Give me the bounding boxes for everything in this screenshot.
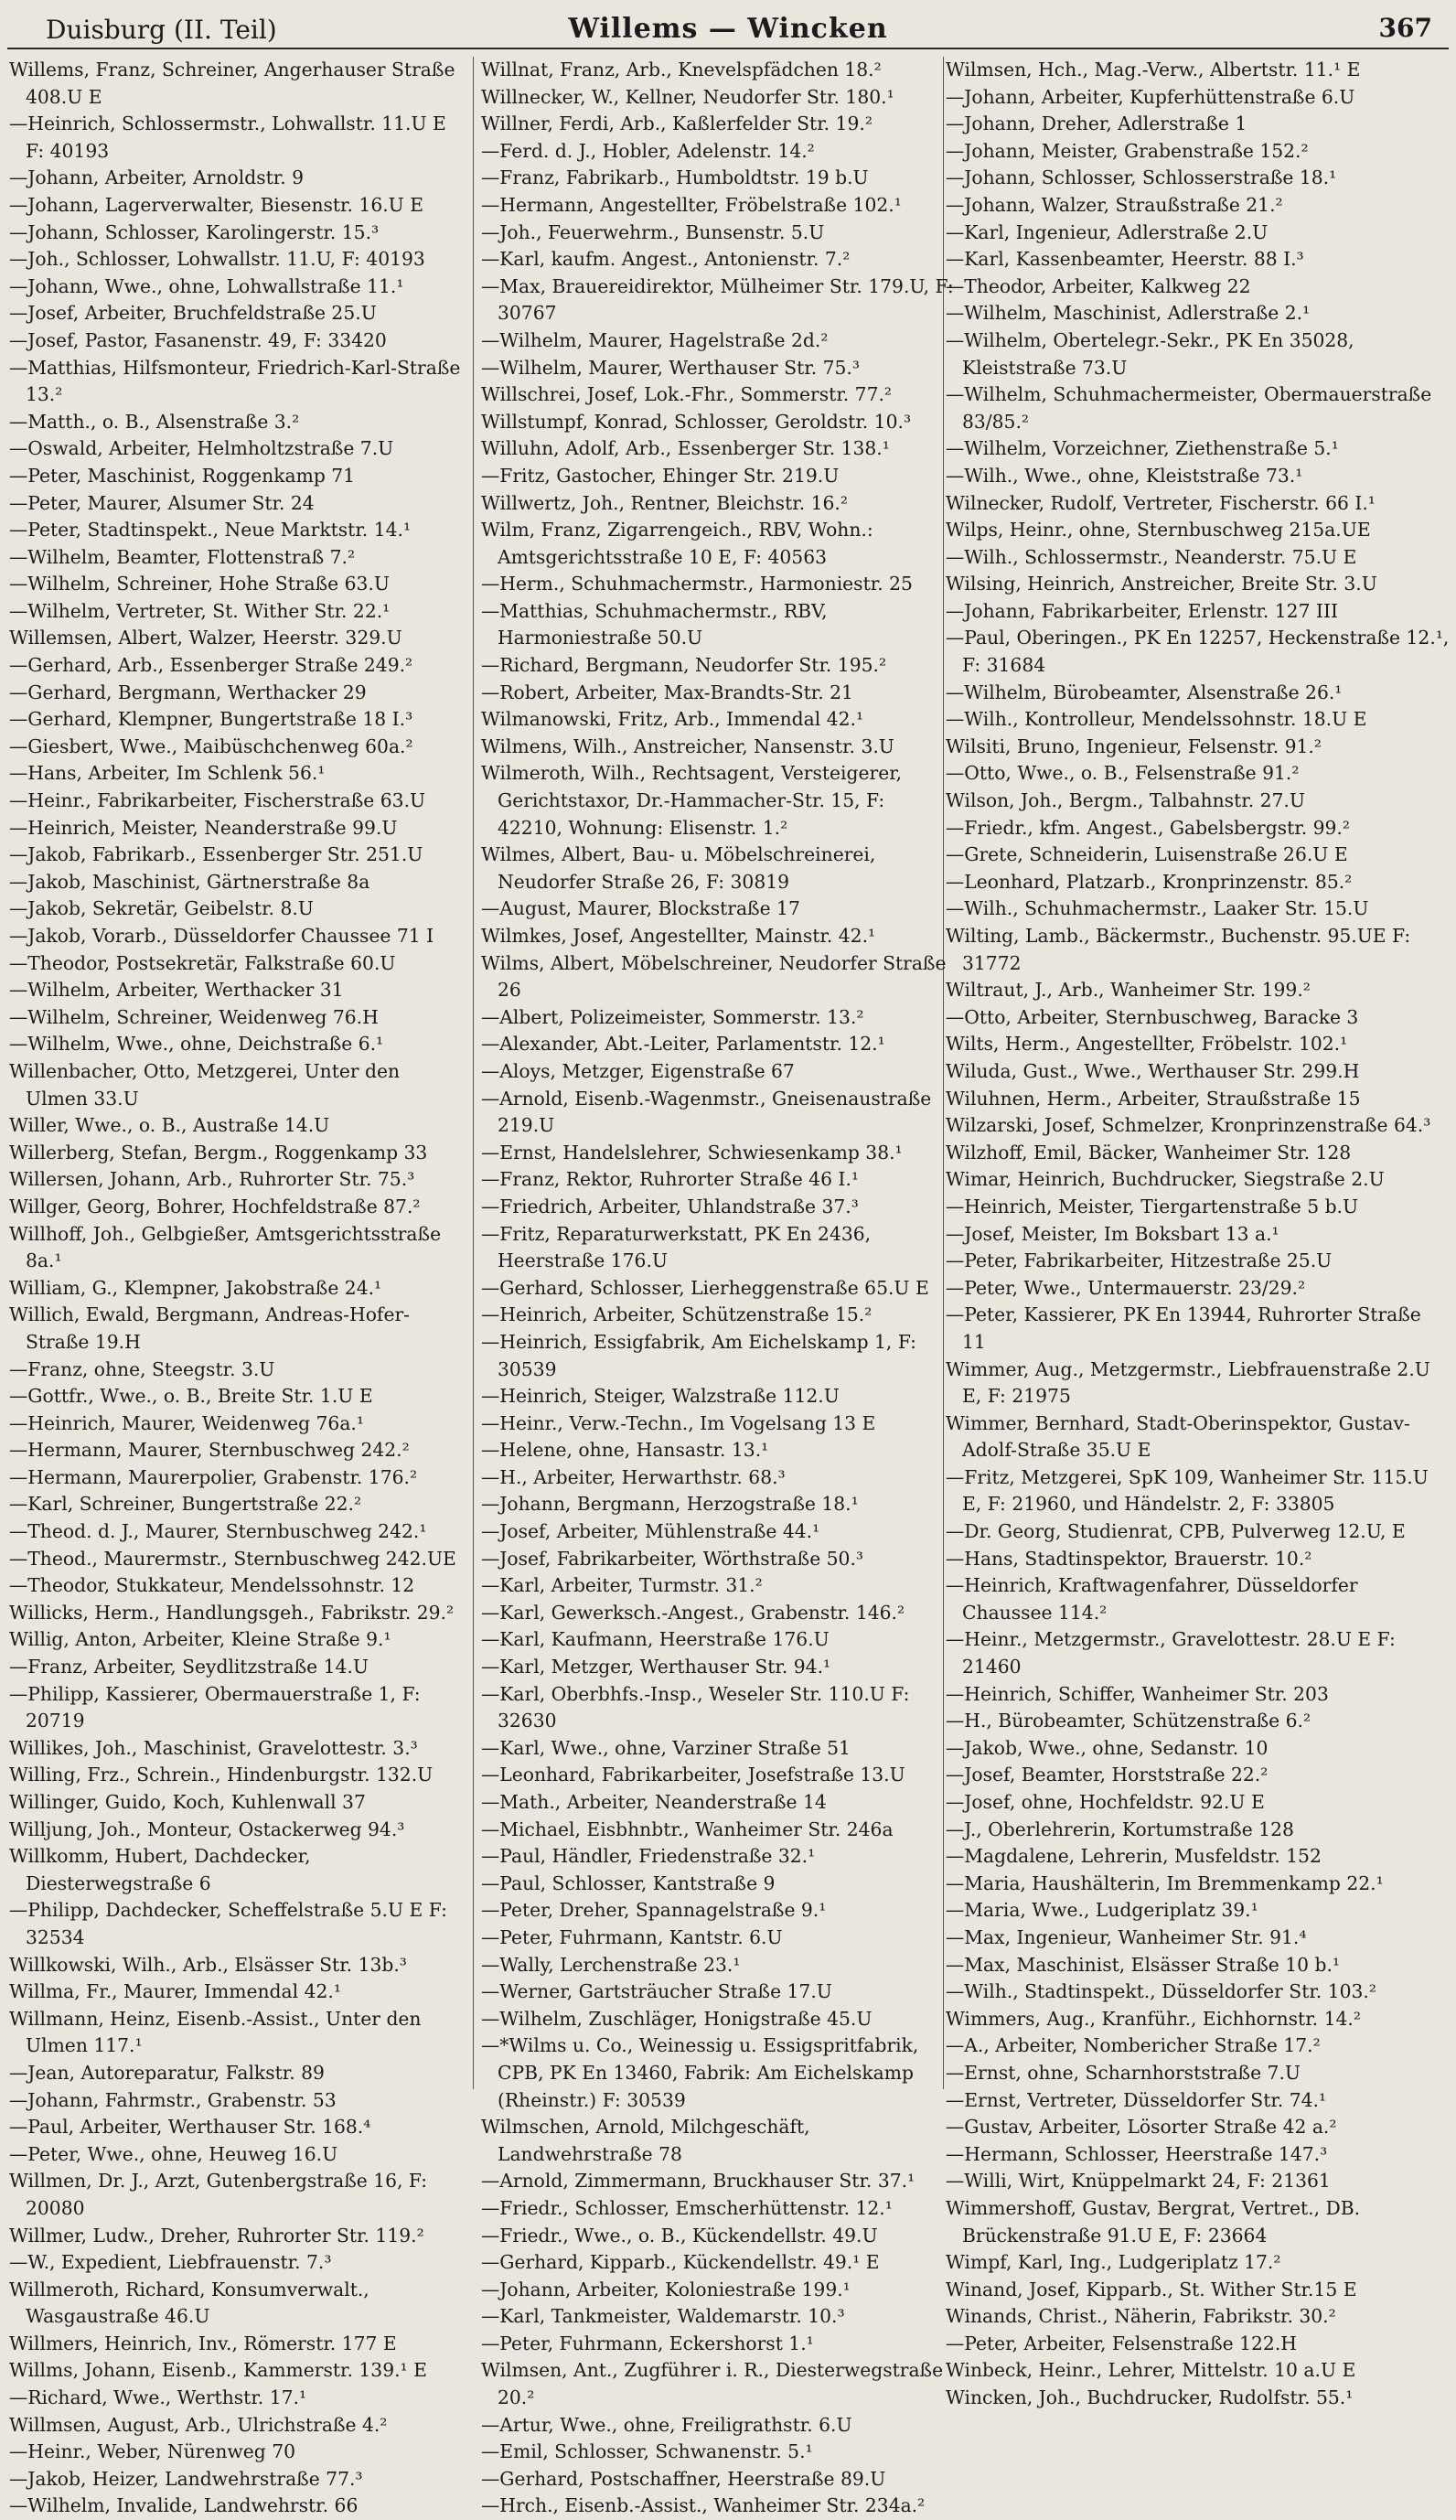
- directory-entry: Willmeroth, Richard, Konsumverwalt., Wasgaustraße 46.U: [9, 2278, 369, 2328]
- directory-entry: Willerberg, Stefan, Bergm., Roggenkamp 33: [9, 1141, 428, 1163]
- directory-entry: Willnecker, W., Kellner, Neudorfer Str. 180.¹: [481, 85, 894, 108]
- directory-entry: —Wilhelm, Zuschläger, Honigstraße 45.U: [481, 2007, 873, 2030]
- page-number: 367: [1378, 13, 1432, 43]
- directory-entry: —Wilhelm, Vertreter, St. Wither Str. 22.¹: [9, 599, 391, 622]
- directory-entry: —Heinr., Metzgermstr., Gravelottestr. 28.U E F: 21460: [946, 1628, 1396, 1678]
- directory-entry: Wilmes, Albert, Bau- u. Möbelschreinerei, Neudorfer Straße 26, F: 30819: [481, 843, 876, 893]
- directory-entry: —Leonhard, Platzarb., Kronprinzenstr. 85.²: [946, 870, 1353, 893]
- directory-entry: —Johann, Dreher, Adlerstraße 1: [946, 113, 1247, 135]
- directory-entry: —Johann, Fabrikarbeiter, Erlenstr. 127 III: [946, 599, 1338, 622]
- directory-entry: —Hrch., Eisenb.-Assist., Wanheimer Str. 234a.²: [481, 2494, 926, 2517]
- directory-entry: Willmen, Dr. J., Arzt, Gutenbergstraße 16, F: 20080: [9, 2170, 428, 2219]
- directory-entry: —Albert, Polizeimeister, Sommerstr. 13.²: [481, 1005, 864, 1028]
- directory-entry: Willkowski, Wilh., Arb., Elsässer Str. 13b.³: [9, 1953, 407, 1976]
- directory-entry: —August, Maurer, Blockstraße 17: [481, 897, 800, 920]
- directory-entry: —Hermann, Maurerpolier, Grabenstr. 176.²: [9, 1465, 418, 1488]
- directory-entry: Wilnecker, Rudolf, Vertreter, Fischerstr. 66 I.¹: [946, 491, 1376, 514]
- directory-entry: Willing, Frz., Schrein., Hindenburgstr. 132.U: [9, 1764, 434, 1786]
- directory-entry: —Wally, Lerchenstraße 23.¹: [481, 1953, 741, 1976]
- directory-entry: Willinger, Guido, Koch, Kuhlenwall 37: [9, 1791, 366, 1813]
- directory-entry: —Joh., Schlosser, Lohwallstr. 11.U, F: 40193: [9, 248, 425, 271]
- directory-entry: Willich, Ewald, Bergmann, Andreas-Hofer-Straße 19.H: [9, 1303, 410, 1353]
- directory-entry: —Peter, Dreher, Spannagelstraße 9.¹: [481, 1899, 827, 1922]
- directory-entry: Wimmershoff, Gustav, Bergrat, Vertret., DB. Brückenstraße 91.U E, F: 23664: [946, 2196, 1361, 2247]
- directory-entry: —Aloys, Metzger, Eigenstraße 67: [481, 1059, 795, 1082]
- directory-entry: —Karl, Tankmeister, Waldemarstr. 10.³: [481, 2305, 845, 2328]
- directory-entry: —Karl, Ingenieur, Adlerstraße 2.U: [946, 220, 1269, 243]
- directory-entry: Wilms, Albert, Möbelschreiner, Neudorfer Straße 26: [481, 951, 947, 1002]
- directory-entry: —Peter, Arbeiter, Felsenstraße 122.H: [946, 2332, 1297, 2354]
- directory-entry: —Friedr., Wwe., o. B., Kückendellstr. 49.U: [481, 2224, 878, 2247]
- directory-entry: —Herm., Schuhmachermstr., Harmoniestr. 25: [481, 573, 913, 595]
- directory-entry: Wiltraut, J., Arb., Wanheimer Str. 199.²: [946, 979, 1311, 1002]
- directory-entry: —Hermann, Angestellter, Fröbelstraße 102.¹: [481, 193, 902, 216]
- page-header: [7, 7, 1449, 49]
- directory-entry: —Jean, Autoreparatur, Falkstr. 89: [9, 2061, 325, 2084]
- directory-entry: —Gottfr., Wwe., o. B., Breite Str. 1.U E: [9, 1385, 373, 1408]
- directory-entry: —W., Expedient, Liebfrauenstr. 7.³: [9, 2251, 332, 2274]
- directory-entry: —Ferd. d. J., Hobler, Adelenstr. 14.²: [481, 139, 815, 162]
- directory-entry: —Johann, Schlosser, Schlosserstraße 18.¹: [946, 166, 1337, 189]
- directory-entry: —Karl, Wwe., ohne, Varziner Straße 51: [481, 1736, 851, 1759]
- directory-entry: Willger, Georg, Bohrer, Hochfeldstraße 87.²: [9, 1195, 421, 1217]
- directory-entry: —Arnold, Eisenb.-Wagenmstr., Gneisenaustraße 219.U: [481, 1087, 932, 1137]
- directory-entry: —Artur, Wwe., ohne, Freiligrathstr. 6.U: [481, 2413, 852, 2436]
- directory-entry: —Fritz, Metzgerei, SpK 109, Wanheimer Str. 115.U E, F: 21960, und Händelstr. 2, F: 33805: [946, 1465, 1429, 1516]
- directory-entry: —Gerhard, Schlosser, Lierheggenstraße 65.U E: [481, 1276, 929, 1299]
- directory-entry: Willersen, Johann, Arb., Ruhrorter Str. 75.³: [9, 1168, 415, 1191]
- directory-entry: —Josef, Pastor, Fasanenstr. 49, F: 33420: [9, 328, 387, 351]
- directory-entry: Willjung, Joh., Monteur, Ostackerweg 94.³: [9, 1818, 405, 1840]
- directory-entry: —Theodor, Arbeiter, Kalkweg 22: [946, 274, 1251, 297]
- directory-entry: —Wilh., Schlossermstr., Neanderstr. 75.U E: [946, 545, 1357, 568]
- directory-entry: —Michael, Eisbhnbtr., Wanheimer Str. 246a: [481, 1818, 894, 1840]
- directory-entry: Wimpf, Karl, Ing., Ludgeriplatz 17.²: [946, 2251, 1281, 2274]
- directory-entry: —Oswald, Arbeiter, Helmholtzstraße 7.U: [9, 437, 394, 460]
- directory-entry: Willschrei, Josef, Lok.-Fhr., Sommerstr. 77.²: [481, 383, 893, 406]
- directory-entry: —Wilhelm, Maschinist, Adlerstraße 2.¹: [946, 302, 1311, 325]
- directory-entry: —Peter, Fuhrmann, Eckershorst 1.¹: [481, 2332, 814, 2354]
- directory-entry: —Philipp, Dachdecker, Scheffelstraße 5.U E F: 32534: [9, 1899, 447, 1948]
- directory-entry: —Johann, Wwe., ohne, Lohwallstraße 11.¹: [9, 274, 404, 297]
- directory-entry: Willmer, Ludw., Dreher, Ruhrorter Str. 119.²: [9, 2224, 424, 2247]
- directory-entry: —Wilhelm, Obertelegr.-Sekr., PK En 35028, Kleiststraße 73.U: [946, 328, 1354, 379]
- directory-entry: —Heinrich, Meister, Neanderstraße 99.U: [9, 816, 398, 839]
- directory-entry: —Ernst, Vertreter, Düsseldorfer Str. 74.¹: [946, 2088, 1327, 2111]
- directory-entry: Willstumpf, Konrad, Schlosser, Geroldstr. 10.³: [481, 410, 912, 433]
- directory-entry: —Arnold, Zimmermann, Bruckhauser Str. 37.¹: [481, 2170, 915, 2193]
- directory-entry: Willner, Ferdi, Arb., Kaßlerfelder Str. 19.²: [481, 113, 873, 135]
- directory-entry: Willwertz, Joh., Rentner, Bleichstr. 16.²: [481, 491, 848, 514]
- directory-entry: —Giesbert, Wwe., Maibüschchenweg 60a.²: [9, 735, 413, 757]
- directory-entry: —Alexander, Abt.-Leiter, Parlamentstr. 12.¹: [481, 1033, 885, 1056]
- directory-entry: —Maria, Wwe., Ludgeriplatz 39.¹: [946, 1899, 1258, 1922]
- directory-entry: —Johann, Meister, Grabenstraße 152.²: [946, 139, 1309, 162]
- directory-entry: —Wilhelm, Schreiner, Hohe Straße 63.U: [9, 573, 390, 595]
- directory-entry: —Matthias, Hilfsmonteur, Friedrich-Karl-Straße 13.²: [9, 356, 461, 406]
- directory-entry: —Otto, Wwe., o. B., Felsenstraße 91.²: [946, 762, 1300, 785]
- directory-entry: —Franz, Arbeiter, Seydlitzstraße 14.U: [9, 1656, 369, 1678]
- directory-entry: —Emil, Schlosser, Schwanenstr. 5.¹: [481, 2440, 813, 2463]
- directory-entry: Wilts, Herm., Angestellter, Fröbelstr. 102.¹: [946, 1033, 1348, 1056]
- directory-entry: Willma, Fr., Maurer, Immendal 42.¹: [9, 1980, 341, 2003]
- directory-entry: —Peter, Stadtinspekt., Neue Marktstr. 14.¹: [9, 519, 412, 542]
- directory-entry: —Matthias, Schuhmachermstr., RBV, Harmoniestraße 50.U: [481, 599, 828, 649]
- directory-entry: —Hermann, Maurer, Sternbuschweg 242.²: [9, 1439, 410, 1462]
- directory-entry: Wilmsen, Ant., Zugführer i. R., Diesterwegstraße 20.²: [481, 2359, 944, 2409]
- directory-entry: —Max, Maschinist, Elsässer Straße 10 b.¹: [946, 1953, 1341, 1976]
- directory-entry: —Heinrich, Arbeiter, Schützenstraße 15.²: [481, 1303, 873, 1326]
- directory-entry: —Fritz, Gastocher, Ehinger Str. 219.U: [481, 464, 840, 487]
- directory-entry: —Paul, Händler, Friedenstraße 32.¹: [481, 1845, 816, 1868]
- directory-entry: —Dr. Georg, Studienrat, CPB, Pulverweg 12.U, E: [946, 1520, 1406, 1543]
- directory-entry: —Jakob, Vorarb., Düsseldorfer Chaussee 71 I: [9, 925, 434, 947]
- directory-entry: —Heinrich, Meister, Tiergartenstraße 5 b.U: [946, 1195, 1359, 1217]
- directory-entry: —Wilhelm, Invalide, Landwehrstr. 66: [9, 2494, 359, 2517]
- directory-entry: —Paul, Oberingen., PK En 12257, Heckenstraße 12.¹, F: 31684: [946, 627, 1450, 677]
- directory-entry: —Johann, Walzer, Straußstraße 21.²: [946, 193, 1283, 216]
- directory-entry: —H., Arbeiter, Herwarthstr. 68.³: [481, 1465, 786, 1488]
- directory-entry: —Josef, Arbeiter, Bruchfeldstraße 25.U: [9, 302, 377, 325]
- directory-entry: Willkomm, Hubert, Dachdecker, Diesterwegstraße 6: [9, 1845, 311, 1894]
- directory-entry: Wilmens, Wilh., Anstreicher, Nansenstr. 3.U: [481, 735, 894, 757]
- directory-entry: Willhoff, Joh., Gelbgießer, Amtsgerichtsstraße 8a.¹: [9, 1222, 442, 1272]
- directory-entry: —Karl, Kassenbeamter, Heerstr. 88 I.³: [946, 248, 1304, 271]
- directory-entry: —Heinrich, Maurer, Weidenweg 76a.¹: [9, 1411, 364, 1434]
- directory-entry: —Heinr., Weber, Nürenweg 70: [9, 2440, 296, 2463]
- directory-entry: —Gerhard, Postschaffner, Heerstraße 89.U: [481, 2467, 886, 2490]
- directory-entry: —Wilhelm, Wwe., ohne, Deichstraße 6.¹: [9, 1033, 384, 1056]
- directory-entry: —Johann, Lagerverwalter, Biesenstr. 16.U E: [9, 193, 424, 216]
- directory-entry: —Karl, Gewerksch.-Angest., Grabenstr. 146.²: [481, 1601, 905, 1624]
- directory-entry: —H., Bürobeamter, Schützenstraße 6.²: [946, 1710, 1311, 1732]
- directory-entry: —Gerhard, Bergmann, Werthacker 29: [9, 681, 367, 703]
- directory-entry: —Paul, Arbeiter, Werthauser Str. 168.⁴: [9, 2116, 371, 2139]
- directory-entry: Willemsen, Albert, Walzer, Heerstr. 329.U: [9, 627, 402, 649]
- directory-entry: —Josef, Fabrikarbeiter, Wörthstraße 50.³: [481, 1547, 864, 1570]
- directory-entry: —Jakob, Sekretär, Geibelstr. 8.U: [9, 897, 314, 920]
- directory-entry: —Willi, Wirt, Knüppelmarkt 24, F: 21361: [946, 2170, 1331, 2193]
- directory-entry: —Grete, Schneiderin, Luisenstraße 26.U E: [946, 843, 1348, 866]
- directory-entry: Wimmer, Aug., Metzgermstr., Liebfrauenstraße 2.U E, F: 21975: [946, 1357, 1430, 1408]
- directory-entry: Willems, Franz, Schreiner, Angerhauser Straße 408.U E: [9, 59, 455, 108]
- directory-entry: —Josef, ohne, Hochfeldstr. 92.U E: [946, 1791, 1265, 1813]
- directory-entry: —Hans, Arbeiter, Im Schlenk 56.¹: [9, 762, 326, 785]
- directory-entry: —Gustav, Arbeiter, Lösorter Straße 42 a.²: [946, 2116, 1337, 2139]
- directory-entry: —Gerhard, Kipparb., Kückendellstr. 49.¹ E: [481, 2251, 880, 2274]
- directory-entry: Wilmschen, Arnold, Milchgeschäft, Landwehrstraße 78: [481, 2116, 810, 2165]
- directory-entry: —Johann, Arbeiter, Arnoldstr. 9: [9, 166, 305, 189]
- directory-entry: Wiluhnen, Herm., Arbeiter, Straußstraße 15: [946, 1087, 1361, 1110]
- column-2: [481, 57, 955, 2517]
- directory-entry: Willmsen, August, Arb., Ulrichstraße 4.²: [9, 2413, 388, 2436]
- directory-entry: —Friedr., kfm. Angest., Gabelsbergstr. 99.²: [946, 816, 1350, 839]
- column-1: [9, 57, 466, 2517]
- directory-entry: —Otto, Arbeiter, Sternbuschweg, Baracke 3: [946, 1005, 1359, 1028]
- directory-entry: —Karl, Schreiner, Bungertstraße 22.²: [9, 1493, 362, 1516]
- directory-entry: —Franz, Rektor, Ruhrorter Straße 46 I.¹: [481, 1168, 860, 1191]
- directory-entry: —Wilh., Wwe., ohne, Kleiststraße 73.¹: [946, 464, 1303, 487]
- directory-entry: —Peter, Kassierer, PK En 13944, Ruhrorter Straße 11: [946, 1303, 1421, 1353]
- directory-entry: —Karl, Oberbhfs.-Insp., Weseler Str. 110.U F: 32630: [481, 1682, 910, 1732]
- header-range: Willems — Wincken: [568, 13, 888, 45]
- directory-entry: —Josef, Arbeiter, Mühlenstraße 44.¹: [481, 1520, 820, 1543]
- directory-entry: —A., Arbeiter, Nombericher Straße 17.²: [946, 2034, 1321, 2057]
- directory-entry: —Johann, Bergmann, Herzogstraße 18.¹: [481, 1493, 859, 1516]
- directory-entry: —Theodor, Stukkateur, Mendelssohnstr. 12: [9, 1574, 415, 1597]
- directory-entry: —Heinrich, Schiffer, Wanheimer Str. 203: [946, 1682, 1329, 1705]
- directory-entry: Willig, Anton, Arbeiter, Kleine Straße 9.¹: [9, 1628, 391, 1651]
- directory-entry: Wilmsen, Hch., Mag.-Verw., Albertstr. 11.¹ E: [946, 59, 1361, 80]
- header-city: Duisburg (II. Teil): [46, 15, 277, 45]
- directory-entry: —Werner, Gartsträucher Straße 17.U: [481, 1980, 832, 2003]
- directory-entry: —Karl, Arbeiter, Turmstr. 31.²: [481, 1574, 763, 1597]
- directory-entry: Wilson, Joh., Bergm., Talbahnstr. 27.U: [946, 789, 1305, 812]
- directory-entry: —Wilhelm, Maurer, Werthauser Str. 75.³: [481, 356, 860, 379]
- directory-entry: Wilm, Franz, Zigarrengeich., RBV, Wohn.: Amtsgerichtsstraße 10 E, F: 40563: [481, 519, 873, 568]
- directory-entry: —Heinrich, Schlossermstr., Lohwallstr. 11.U E F: 40193: [9, 113, 446, 162]
- directory-entry: —Josef, Meister, Im Boksbart 13 a.¹: [946, 1222, 1279, 1245]
- directory-entry: —Paul, Schlosser, Kantstraße 9: [481, 1871, 776, 1894]
- directory-entry: —Friedr., Schlosser, Emscherhüttenstr. 12.¹: [481, 2196, 893, 2219]
- directory-entry: —Leonhard, Fabrikarbeiter, Josefstraße 13.U: [481, 1764, 905, 1786]
- directory-entry: Wilmkes, Josef, Angestellter, Mainstr. 42.¹: [481, 925, 876, 947]
- directory-entry: —Philipp, Kassierer, Obermauerstraße 1, F: 20719: [9, 1682, 421, 1732]
- directory-entry: Wimmer, Bernhard, Stadt-Oberinspektor, Gustav-Adolf-Straße 35.U E: [946, 1411, 1410, 1462]
- directory-entry: —*Wilms u. Co., Weinessig u. Essigspritfabrik, CPB, PK En 13460, Fabrik: Am Eichelskamp (Rheinstr.) F: 30539: [481, 2034, 919, 2111]
- directory-entry: Wilzarski, Josef, Schmelzer, Kronprinzenstraße 64.³: [946, 1114, 1431, 1137]
- directory-entry: —Richard, Wwe., Werthstr. 17.¹: [9, 2386, 307, 2409]
- directory-entry: Wimar, Heinrich, Buchdrucker, Siegstraße 2.U: [946, 1168, 1385, 1191]
- directory-entry: —Wilhelm, Bürobeamter, Alsenstraße 26.¹: [946, 681, 1343, 703]
- directory-entry: —Hermann, Schlosser, Heerstraße 147.³: [946, 2142, 1328, 2165]
- column-3: [946, 57, 1451, 2409]
- directory-entry: —Heinrich, Essigfabrik, Am Eichelskamp 1, F: 30539: [481, 1330, 917, 1380]
- directory-entry: Willer, Wwe., o. B., Austraße 14.U: [9, 1114, 330, 1137]
- directory-entry: Willicks, Herm., Handlungsgeh., Fabrikstr. 29.²: [9, 1601, 455, 1624]
- directory-entry: —Peter, Maschinist, Roggenkamp 71: [9, 464, 356, 487]
- directory-entry: —Jakob, Fabrikarb., Essenberger Str. 251.U: [9, 843, 423, 866]
- directory-entry: —J., Oberlehrerin, Kortumstraße 128: [946, 1818, 1294, 1840]
- directory-entry: Willms, Johann, Eisenb., Kammerstr. 139.¹ E: [9, 2359, 427, 2382]
- directory-entry: —Fritz, Reparaturwerkstatt, PK En 2436, Heerstraße 176.U: [481, 1222, 872, 1272]
- directory-entry: —Peter, Wwe., Untermauerstr. 23/29.²: [946, 1276, 1306, 1299]
- directory-entry: —Johann, Arbeiter, Kupferhüttenstraße 6.U: [946, 85, 1355, 108]
- directory-entry: Wiluda, Gust., Wwe., Werthauser Str. 299.H: [946, 1059, 1360, 1082]
- directory-entry: —Wilhelm, Maurer, Hagelstraße 2d.²: [481, 328, 829, 351]
- directory-entry: Willikes, Joh., Maschinist, Gravelottestr. 3.³: [9, 1736, 418, 1759]
- directory-entry: —Franz, Fabrikarb., Humboldtstr. 19 b.U: [481, 166, 869, 189]
- directory-entry: Winands, Christ., Näherin, Fabrikstr. 30.²: [946, 2305, 1336, 2328]
- directory-entry: —Heinrich, Steiger, Walzstraße 112.U: [481, 1385, 840, 1408]
- column-divider: [473, 57, 474, 2089]
- directory-entry: —Peter, Maurer, Alsumer Str. 24: [9, 491, 315, 514]
- directory-entry: Wilsiti, Bruno, Ingenieur, Felsenstr. 91.²: [946, 735, 1322, 757]
- directory-entry: —Robert, Arbeiter, Max-Brandts-Str. 21: [481, 681, 853, 703]
- directory-entry: —Heinr., Verw.-Techn., Im Vogelsang 13 E: [481, 1411, 876, 1434]
- directory-entry: —Wilhelm, Schreiner, Weidenweg 76.H: [9, 1005, 379, 1028]
- directory-entry: —Ernst, ohne, Scharnhorststraße 7.U: [946, 2061, 1301, 2084]
- directory-entry: —Maria, Haushälterin, Im Bremmenkamp 22.¹: [946, 1871, 1384, 1894]
- directory-entry: —Karl, Metzger, Werthauser Str. 94.¹: [481, 1656, 831, 1678]
- directory-entry: —Gerhard, Klempner, Bungertstraße 18 I.³: [9, 708, 413, 731]
- directory-entry: —Max, Ingenieur, Wanheimer Str. 91.⁴: [946, 1925, 1307, 1948]
- directory-entry: —Peter, Fabrikarbeiter, Hitzestraße 25.U: [946, 1249, 1333, 1272]
- directory-entry: —Richard, Bergmann, Neudorfer Str. 195.²: [481, 654, 887, 677]
- directory-entry: —Peter, Fuhrmann, Kantstr. 6.U: [481, 1925, 783, 1948]
- directory-entry: —Helene, ohne, Hansastr. 13.¹: [481, 1439, 769, 1462]
- directory-entry: —Wilhelm, Beamter, Flottenstraß 7.²: [9, 545, 356, 568]
- directory-entry: Winand, Josef, Kipparb., St. Wither Str.15 E: [946, 2278, 1357, 2300]
- directory-entry: Wimmers, Aug., Kranführ., Eichhornstr. 14.²: [946, 2007, 1361, 2030]
- directory-entry: —Friedrich, Arbeiter, Uhlandstraße 37.³: [481, 1195, 859, 1217]
- directory-entry: —Johann, Schlosser, Karolingerstr. 15.³: [9, 220, 380, 243]
- directory-entry: —Wilh., Schuhmachermstr., Laaker Str. 15.U: [946, 897, 1369, 920]
- directory-entry: Wilps, Heinr., ohne, Sternbuschweg 215a.UE: [946, 519, 1371, 542]
- directory-entry: —Ernst, Handelslehrer, Schwiesenkamp 38.¹: [481, 1141, 903, 1163]
- directory-entry: Wilzhoff, Emil, Bäcker, Wanheimer Str. 128: [946, 1141, 1352, 1163]
- directory-entry: Willuhn, Adolf, Arb., Essenberger Str. 138.¹: [481, 437, 890, 460]
- directory-entry: Wilsing, Heinrich, Anstreicher, Breite Str. 3.U: [946, 573, 1377, 595]
- directory-entry: —Matth., o. B., Alsenstraße 3.²: [9, 410, 300, 433]
- directory-entry: —Heinrich, Kraftwagenfahrer, Düsseldorfer Chaussee 114.²: [946, 1574, 1358, 1624]
- directory-entry: William, G., Klempner, Jakobstraße 24.¹: [9, 1276, 382, 1299]
- directory-entry: —Theod. d. J., Maurer, Sternbuschweg 242.¹: [9, 1520, 427, 1543]
- directory-entry: —Wilhelm, Arbeiter, Werthacker 31: [9, 979, 344, 1002]
- directory-entry: —Karl, kaufm. Angest., Antonienstr. 7.²: [481, 248, 851, 271]
- directory-entry: —Peter, Wwe., ohne, Heuweg 16.U: [9, 2142, 338, 2165]
- directory-entry: Willnat, Franz, Arb., Knevelspfädchen 18.²: [481, 59, 882, 80]
- directory-entry: —Wilh., Kontrolleur, Mendelssohnstr. 18.U E: [946, 708, 1367, 731]
- directory-entry: —Heinr., Fabrikarbeiter, Fischerstraße 63.U: [9, 789, 426, 812]
- directory-entry: Willmers, Heinrich, Inv., Römerstr. 177 E: [9, 2332, 397, 2354]
- directory-entry: —Theodor, Postsekretär, Falkstraße 60.U: [9, 951, 396, 974]
- directory-entry: —Magdalene, Lehrerin, Musfeldstr. 152: [946, 1845, 1322, 1868]
- directory-entry: —Jakob, Maschinist, Gärtnerstraße 8a: [9, 870, 370, 893]
- directory-entry: —Franz, ohne, Steegstr. 3.U: [9, 1357, 275, 1380]
- directory-entry: —Hans, Stadtinspektor, Brauerstr. 10.²: [946, 1547, 1312, 1570]
- directory-entry: Wincken, Joh., Buchdrucker, Rudolfstr. 55.¹: [946, 2386, 1354, 2409]
- directory-entry: Willenbacher, Otto, Metzgerei, Unter den Ulmen 33.U: [9, 1059, 401, 1110]
- directory-entry: —Karl, Kaufmann, Heerstraße 176.U: [481, 1628, 830, 1651]
- directory-entry: —Jakob, Heizer, Landwehrstraße 77.³: [9, 2467, 363, 2490]
- directory-entry: —Gerhard, Arb., Essenberger Straße 249.²: [9, 654, 413, 677]
- directory-entry: —Wilhelm, Schuhmachermeister, Obermauerstraße 83/85.²: [946, 383, 1432, 433]
- directory-entry: —Joh., Feuerwehrm., Bunsenstr. 5.U: [481, 220, 825, 243]
- directory-entry: —Josef, Beamter, Horststraße 22.²: [946, 1764, 1269, 1786]
- directory-entry: —Jakob, Wwe., ohne, Sedanstr. 10: [946, 1736, 1269, 1759]
- directory-entry: —Johann, Fahrmstr., Grabenstr. 53: [9, 2088, 337, 2111]
- directory-entry: —Wilh., Stadtinspekt., Düsseldorfer Str. 103.²: [946, 1980, 1376, 2003]
- directory-entry: —Theod., Maurermstr., Sternbuschweg 242.UE: [9, 1547, 456, 1570]
- directory-entry: Wilting, Lamb., Bäckermstr., Buchenstr. 95.UE F: 31772: [946, 925, 1411, 974]
- directory-entry: —Wilhelm, Vorzeichner, Ziethenstraße 5.¹: [946, 437, 1339, 460]
- directory-entry: —Johann, Arbeiter, Koloniestraße 199.¹: [481, 2278, 851, 2300]
- directory-entry: —Math., Arbeiter, Neanderstraße 14: [481, 1791, 827, 1813]
- directory-entry: Wilmanowski, Fritz, Arb., Immendal 42.¹: [481, 708, 864, 731]
- directory-entry: Winbeck, Heinr., Lehrer, Mittelstr. 10 a.U E: [946, 2359, 1356, 2382]
- directory-entry: Willmann, Heinz, Eisenb.-Assist., Unter den Ulmen 117.¹: [9, 2007, 422, 2057]
- directory-entry: Wilmeroth, Wilh., Rechtsagent, Versteigerer, Gerichtstaxor, Dr.-Hammacher-Str. 15, F: 42210, Wohnung: Elisenstr. 1.²: [481, 762, 903, 839]
- directory-entry: —Max, Brauereidirektor, Mülheimer Str. 179.U, F: 30767: [481, 274, 954, 325]
